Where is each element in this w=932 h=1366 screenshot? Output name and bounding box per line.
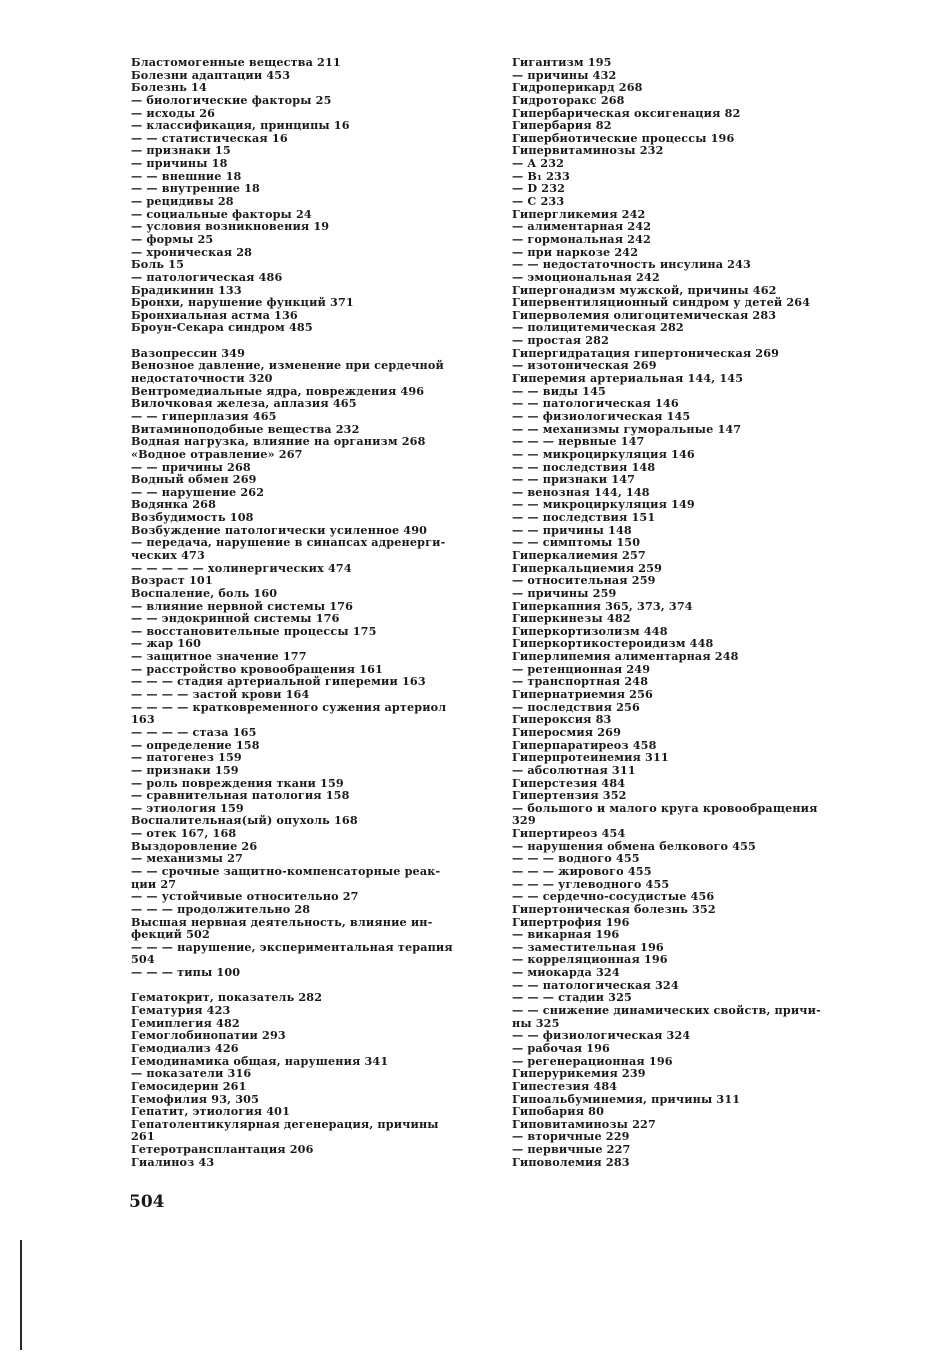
index-entry: Гетеротрансплантация 206 xyxy=(131,1142,314,1157)
index-entry: Бронхиальная астма 136 xyxy=(131,307,298,322)
index-entry: ны 325 xyxy=(512,1015,560,1030)
index-entry: — C 233 xyxy=(512,194,565,209)
index-entry: — корреляционная 196 xyxy=(512,952,668,967)
index-entry: — хроническая 28 xyxy=(131,244,253,259)
index-entry: — — последствия 151 xyxy=(512,510,656,525)
index-entry: — — признаки 147 xyxy=(512,472,636,487)
index-entry: — показатели 316 xyxy=(131,1066,252,1081)
index-entry: Вилочковая железа, аплазия 465 xyxy=(131,396,357,411)
index-entry: Возраст 101 xyxy=(131,573,213,588)
index-entry: «Водное отравление» 267 xyxy=(131,446,303,461)
index-entry: — — патологическая 146 xyxy=(512,396,679,411)
index-entry: — влияние нервной системы 176 xyxy=(131,598,354,613)
index-entry: ции 27 xyxy=(131,876,177,891)
index-entry: Гипертензия 352 xyxy=(512,788,627,803)
index-entry: Гипобария 80 xyxy=(512,1104,605,1119)
index-entry: — роль повреждения ткани 159 xyxy=(131,775,344,790)
index-entry: Гемиплегия 482 xyxy=(131,1015,240,1030)
index-entry: Воспаление, боль 160 xyxy=(131,585,278,600)
index-entry: — — — — — холинергических 474 xyxy=(131,560,352,575)
index-entry: Гипервентиляционный синдром у детей 264 xyxy=(512,295,811,310)
index-entry: Гиперволемия олигоцитемическая 283 xyxy=(512,307,777,322)
page-edge-mark xyxy=(20,1240,22,1350)
index-entry: Воспалительная(ый) опухоль 168 xyxy=(131,813,358,828)
index-entry: — — — — стаза 165 xyxy=(131,724,257,739)
index-entry: 261 xyxy=(131,1129,155,1144)
index-entry: Гиперкинезы 482 xyxy=(512,611,631,626)
index-entry: — изотоническая 269 xyxy=(512,358,657,373)
index-entry: — относительная 259 xyxy=(512,573,656,588)
index-entry: — — гиперплазия 465 xyxy=(131,408,277,423)
index-entry: — социальные факторы 24 xyxy=(131,206,312,221)
index-entry: — — механизмы гуморальные 147 xyxy=(512,421,742,436)
index-entry: 504 xyxy=(131,952,155,967)
index-entry: Гематурия 423 xyxy=(131,1003,231,1018)
index-entry: — вторичные 229 xyxy=(512,1129,630,1144)
index-entry: Вазопрессин 349 xyxy=(131,345,246,360)
index-entry: — — симптомы 150 xyxy=(512,535,641,550)
index-entry: Гипергликемия 242 xyxy=(512,206,646,221)
index-entry: — — — стадии 325 xyxy=(512,990,632,1005)
index-entry: — — срочные защитно-компенсаторные реак- xyxy=(131,864,441,878)
index-entry: — — виды 145 xyxy=(512,383,606,398)
index-entry: — B₁ 233 xyxy=(512,168,570,183)
index-entry: — отек 167, 168 xyxy=(131,826,237,841)
index-entry: — викарная 196 xyxy=(512,927,620,942)
index-entry: — передача, нарушение в синапсах адренерги- xyxy=(131,535,446,550)
index-entry: — нарушения обмена белкового 455 xyxy=(512,838,756,853)
index-entry: — причины 259 xyxy=(512,585,617,600)
index-entry: — — — нервные 147 xyxy=(512,434,645,449)
index-entry: — механизмы 27 xyxy=(131,851,243,866)
index-entry: — — — — застой крови 164 xyxy=(131,687,310,702)
index-entry: — миокарда 324 xyxy=(512,965,620,980)
index-entry: — — — углеводного 455 xyxy=(512,876,670,891)
index-entry: Гипоальбуминемия, причины 311 xyxy=(512,1091,741,1106)
index-entry: Витаминоподобные вещества 232 xyxy=(131,421,360,436)
index-entry: — — эндокринной системы 176 xyxy=(131,611,340,626)
section-gap xyxy=(131,334,471,347)
index-entry: Гиперосмия 269 xyxy=(512,724,622,739)
index-entry: — причины 18 xyxy=(131,156,228,171)
index-entry: — — микроциркуляция 146 xyxy=(512,446,695,461)
index-entry: Гигантизм 195 xyxy=(512,55,612,69)
index-entry: — большого и малого круга кровообращения xyxy=(512,800,818,815)
index-entry: — D 232 xyxy=(512,181,566,196)
index-entry: — — устойчивые относительно 27 xyxy=(131,889,359,904)
index-entry: Гиперемия артериальная 144, 145 xyxy=(512,371,744,386)
index-entry: — алиментарная 242 xyxy=(512,219,652,234)
index-entry: — — сердечно-сосудистые 456 xyxy=(512,889,715,904)
index-entry: — — — — кратковременного сужения артериол xyxy=(131,699,447,714)
index-entry: Гипербария 82 xyxy=(512,118,612,133)
index-entry: Гематокрит, показатель 282 xyxy=(131,990,323,1005)
index-entry: Гиперкалиемия 257 xyxy=(512,547,646,562)
index-entry: — — — типы 100 xyxy=(131,965,241,980)
index-entry: 163 xyxy=(131,712,155,727)
index-entry: Гиперкапния 365, 373, 374 xyxy=(512,598,693,613)
index-entry: — — внутренние 18 xyxy=(131,181,260,196)
index-entry: — — микроциркуляция 149 xyxy=(512,497,695,512)
index-entry: Гипергидратация гипертоническая 269 xyxy=(512,345,780,360)
index-entry: — — — стадия артериальной гиперемии 163 xyxy=(131,674,426,689)
index-entry: — венозная 144, 148 xyxy=(512,484,650,499)
index-entry: — расстройство кровообращения 161 xyxy=(131,661,383,676)
index-entry: Гипергонадизм мужской, причины 462 xyxy=(512,282,777,297)
index-entry: Гиперстезия 484 xyxy=(512,775,626,790)
index-entry: Гемодинамика общая, нарушения 341 xyxy=(131,1053,389,1068)
index-entry: — патологическая 486 xyxy=(131,269,283,284)
index-entry: — полицитемическая 282 xyxy=(512,320,684,335)
index-entry: — — причины 268 xyxy=(131,459,251,474)
index-entry: Гемодиализ 426 xyxy=(131,1040,239,1055)
index-entry: Венозное давление, изменение при сердечной xyxy=(131,358,444,373)
index-entry: Брадикинин 133 xyxy=(131,282,242,297)
index-entry: Высшая нервная деятельность, влияние ин- xyxy=(131,914,433,929)
index-entry: Гипертрофия 196 xyxy=(512,914,630,929)
index-entry: — — причины 148 xyxy=(512,522,632,537)
index-entry: Гиповолемия 283 xyxy=(512,1154,630,1169)
index-entry: Бронхи, нарушение функций 371 xyxy=(131,295,354,310)
index-entry: — — патологическая 324 xyxy=(512,977,679,992)
index-entry: Гипервитаминозы 232 xyxy=(512,143,664,158)
index-entry: Водный обмен 269 xyxy=(131,472,257,487)
index-entry: — абсолютная 311 xyxy=(512,762,636,777)
index-column-right xyxy=(512,56,852,1168)
index-entry: Гипербарическая оксигенация 82 xyxy=(512,105,741,120)
index-entry: Гиперкальциемия 259 xyxy=(512,560,663,575)
index-entry: — восстановительные процессы 175 xyxy=(131,623,377,638)
index-entry: Гепатолентикулярная дегенерация, причины xyxy=(131,1116,439,1131)
index-entry: Гипероксия 83 xyxy=(512,712,612,727)
index-entry: недостаточности 320 xyxy=(131,371,273,386)
index-entry: — — — водного 455 xyxy=(512,851,640,866)
index-entry: Бластомогенные вещества 211 xyxy=(131,55,341,69)
index-entry: — признаки 159 xyxy=(131,762,239,777)
index-entry: — простая 282 xyxy=(512,333,610,348)
index-entry: — жар 160 xyxy=(131,636,202,651)
index-entry: — рецидивы 28 xyxy=(131,194,234,209)
index-entry: — определение 158 xyxy=(131,737,260,752)
index-entry: Гидроперикард 268 xyxy=(512,80,643,95)
index-entry: — последствия 256 xyxy=(512,699,640,714)
index-entry: Гиперкортизолизм 448 xyxy=(512,623,668,638)
index-entry: — рабочая 196 xyxy=(512,1040,610,1055)
index-entry: — формы 25 xyxy=(131,231,214,246)
index-entry: Гиперпротеинемия 311 xyxy=(512,750,669,765)
index-entry: — исходы 26 xyxy=(131,105,216,120)
index-entry: Гипестезия 484 xyxy=(512,1078,618,1093)
index-entry: Броун-Секара синдром 485 xyxy=(131,320,313,335)
index-entry: — классификация, принципы 16 xyxy=(131,118,350,133)
index-entry: — A 232 xyxy=(512,156,565,171)
index-entry: 329 xyxy=(512,813,536,828)
index-entry: Гемоглобинопатии 293 xyxy=(131,1028,286,1043)
index-entry: Гиперкортикостероидизм 448 xyxy=(512,636,714,651)
index-entry: — — внешние 18 xyxy=(131,168,242,183)
index-entry: Болезни адаптации 453 xyxy=(131,67,291,82)
index-entry: Гипертоническая болезнь 352 xyxy=(512,901,716,916)
index-entry: Гиперурикемия 239 xyxy=(512,1066,646,1081)
index-entry: ческих 473 xyxy=(131,547,205,562)
index-entry: — условия возникновения 19 xyxy=(131,219,330,234)
index-entry: Водная нагрузка, влияние на организм 268 xyxy=(131,434,426,449)
index-entry: Гемофилия 93, 305 xyxy=(131,1091,260,1106)
index-entry: — эмоциональная 242 xyxy=(512,269,660,284)
index-entry: — сравнительная патология 158 xyxy=(131,788,350,803)
index-entry: Выздоровление 26 xyxy=(131,838,258,853)
index-entry: Гепатит, этиология 401 xyxy=(131,1104,291,1119)
index-entry: — причины 432 xyxy=(512,67,617,82)
index-entry: — регенерационная 196 xyxy=(512,1053,673,1068)
index-entry: — — — нарушение, экспериментальная терапия xyxy=(131,939,453,954)
index-column-left xyxy=(131,56,471,1168)
index-entry: Гиалиноз 43 xyxy=(131,1154,215,1169)
index-entry: Гипертиреоз 454 xyxy=(512,826,626,841)
index-entry: — биологические факторы 25 xyxy=(131,92,332,107)
index-entry: Болезнь 14 xyxy=(131,80,207,95)
index-entry: — — физиологическая 145 xyxy=(512,408,691,423)
index-entry: — — — жирового 455 xyxy=(512,864,652,878)
index-entry: Гиповитаминозы 227 xyxy=(512,1116,656,1131)
index-entry: фекций 502 xyxy=(131,927,210,942)
index-entry: Возбуждение патологически усиленное 490 xyxy=(131,522,428,537)
index-entry: — — — продолжительно 28 xyxy=(131,901,311,916)
index-entry: Боль 15 xyxy=(131,257,185,272)
index-entry: — признаки 15 xyxy=(131,143,231,158)
index-entry: — — нарушение 262 xyxy=(131,484,265,499)
index-entry: — этиология 159 xyxy=(131,800,244,815)
index-entry: Гиперпаратиреоз 458 xyxy=(512,737,657,752)
index-entry: — при наркозе 242 xyxy=(512,244,639,259)
index-entry: Возбудимость 108 xyxy=(131,510,254,525)
index-entry: — — статистическая 16 xyxy=(131,130,288,145)
index-entry: — — последствия 148 xyxy=(512,459,656,474)
index-entry: Водянка 268 xyxy=(131,497,217,512)
index-entry: Гемосидерин 261 xyxy=(131,1078,247,1093)
index-entry: — — снижение динамических свойств, причи- xyxy=(512,1003,821,1018)
index-entry: — заместительная 196 xyxy=(512,939,664,954)
index-entry: — транспортная 248 xyxy=(512,674,649,689)
index-entry: — — физиологическая 324 xyxy=(512,1028,691,1043)
index-entry: Гидроторакс 268 xyxy=(512,92,625,107)
index-entry: — первичные 227 xyxy=(512,1142,631,1157)
index-entry: — гормональная 242 xyxy=(512,231,651,246)
index-entry: — — недостаточность инсулина 243 xyxy=(512,257,751,272)
index-entry: Гипербиотические процессы 196 xyxy=(512,130,735,145)
index-entry: — ретенционная 249 xyxy=(512,661,651,676)
index-entry: Гиперлипемия алиментарная 248 xyxy=(512,649,739,664)
index-entry: — защитное значение 177 xyxy=(131,649,307,664)
page-number: 504 xyxy=(129,1192,165,1212)
index-entry: Вентромедиальные ядра, повреждения 496 xyxy=(131,383,425,398)
index-entry: — патогенез 159 xyxy=(131,750,242,765)
index-entry: Гипернатриемия 256 xyxy=(512,687,653,702)
